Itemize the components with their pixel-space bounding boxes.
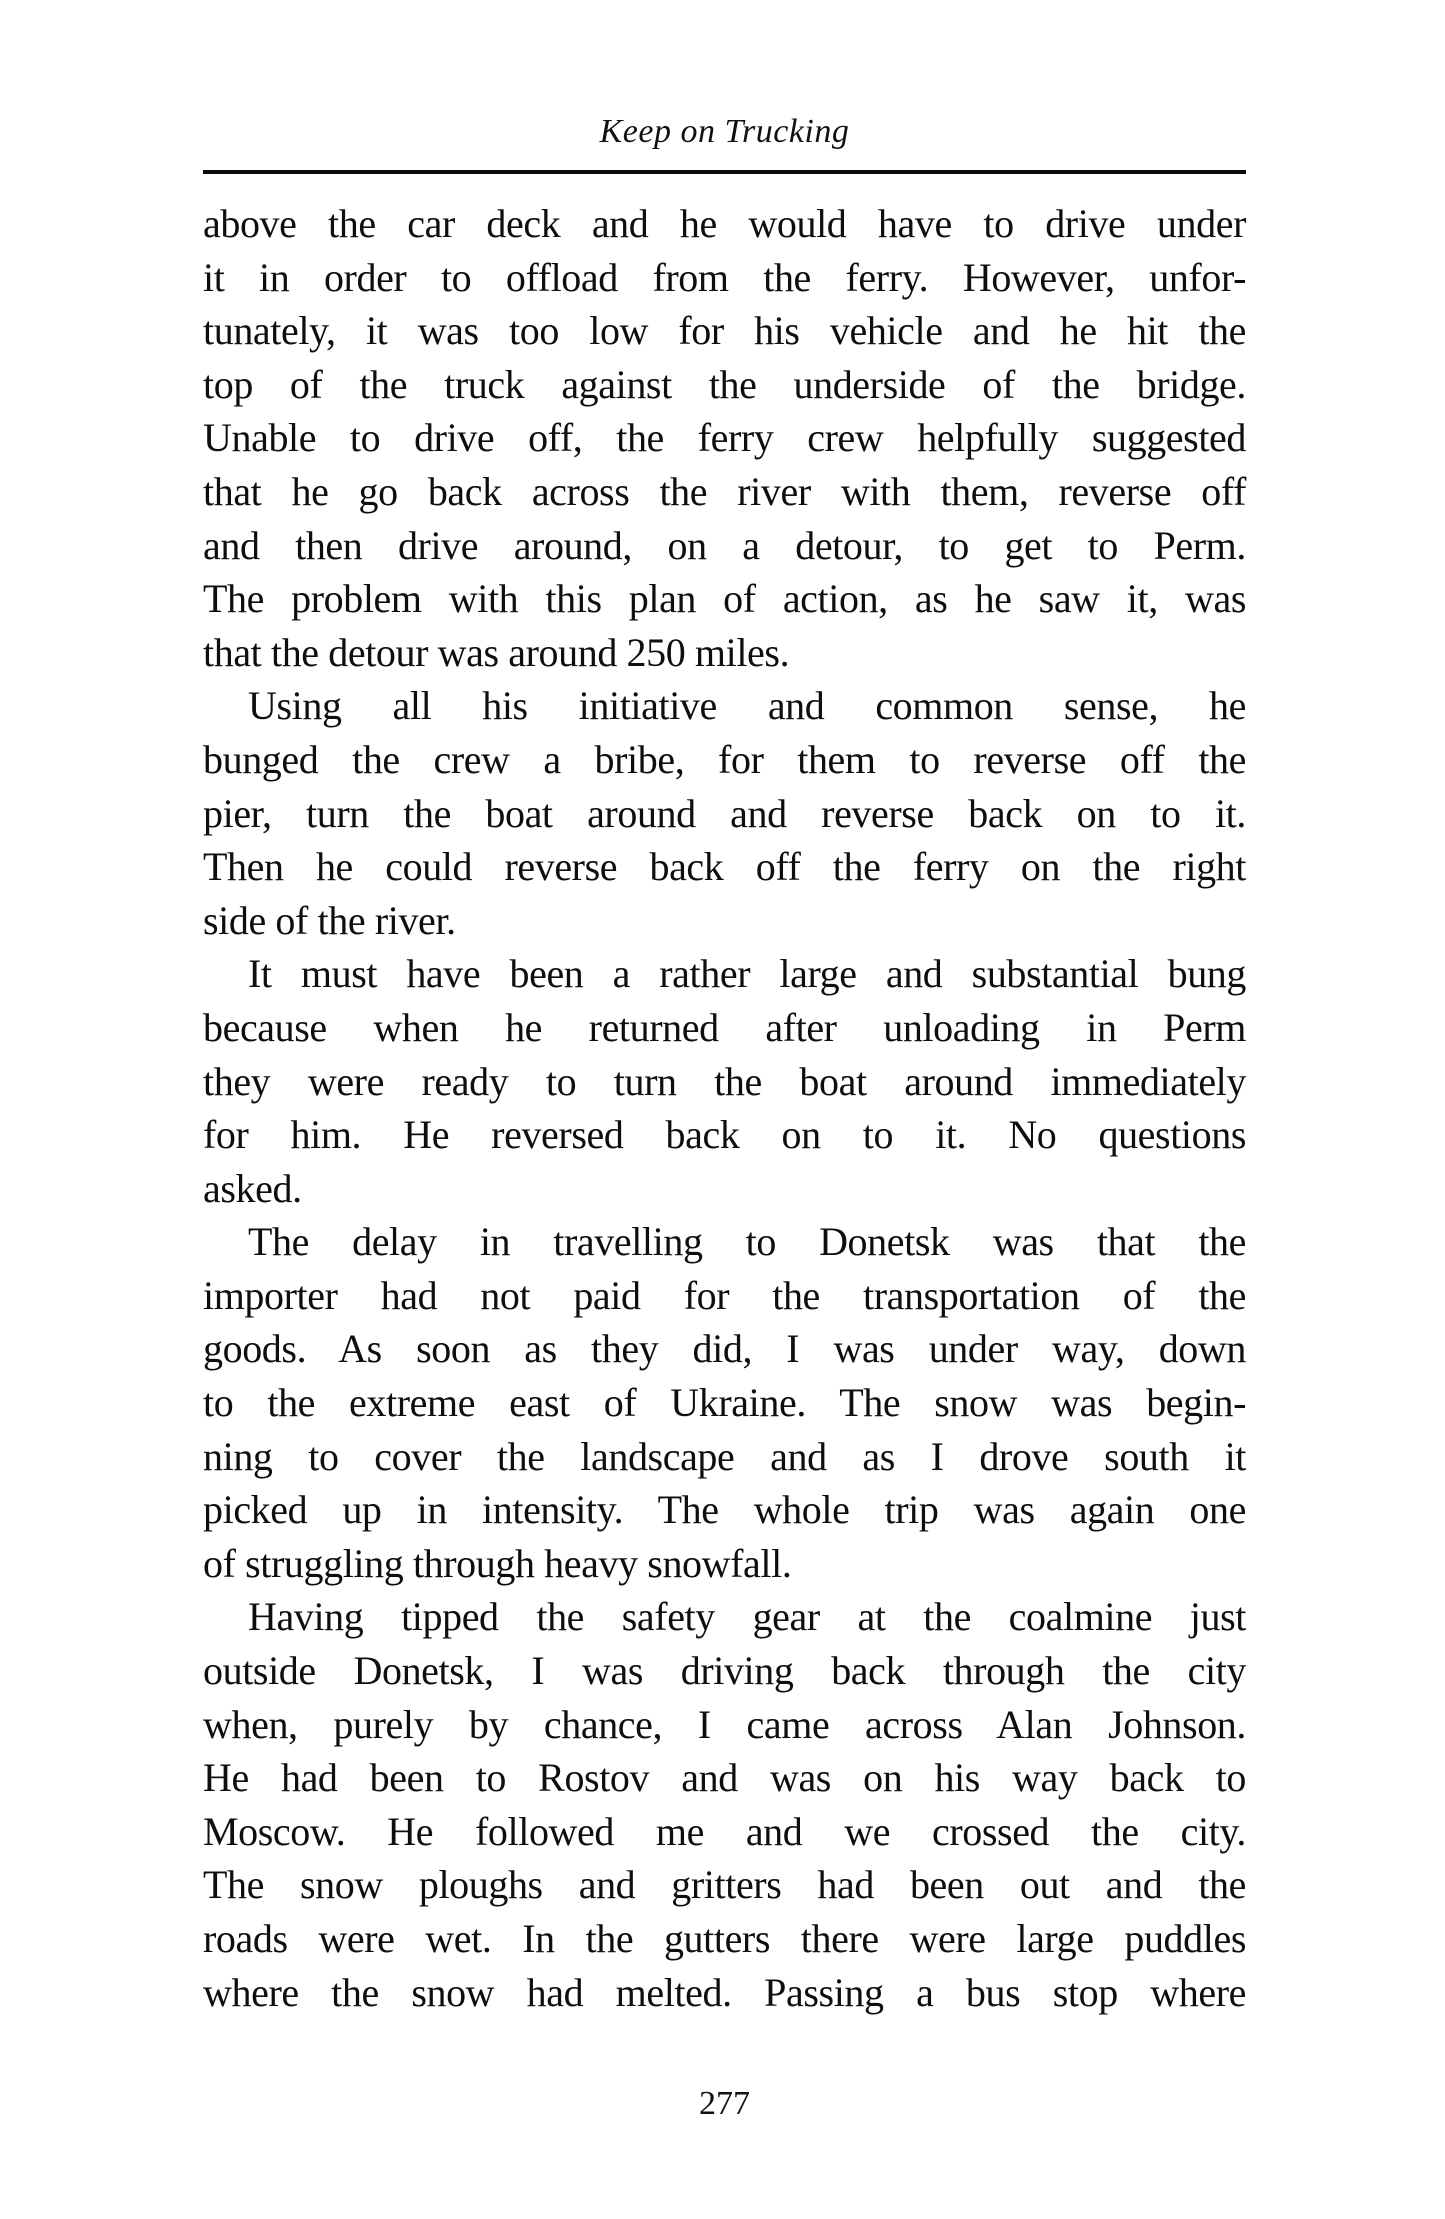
text-line: It must have been a rather large and substantial bung [248, 951, 1246, 997]
text-line: that he go back across the river with them, reverse off [203, 468, 1246, 514]
text-line: tunately, it was too low for his vehicle and he hit the [203, 308, 1246, 354]
paragraph [203, 1215, 1246, 1590]
paragraph [203, 679, 1246, 947]
text-line: they were ready to turn the boat around immediately [203, 1058, 1246, 1104]
text-line: bunged the crew a bribe, for them to reverse off the [203, 736, 1246, 782]
text-line: Moscow. He followed me and we crossed the city. [203, 1808, 1246, 1854]
text-line: side of the river. [203, 897, 456, 943]
text-line: Using all his initiative and common sense, he [248, 683, 1246, 729]
text-line: above the car deck and he would have to drive under [203, 201, 1246, 246]
text-line: The snow ploughs and gritters had been out and the [203, 1862, 1246, 1908]
text-line: Unable to drive off, the ferry crew helpfully suggested [203, 415, 1246, 461]
text-line: asked. [203, 1165, 302, 1211]
text-line: goods. As soon as they did, I was under way, down [203, 1326, 1246, 1372]
text-line: of struggling through heavy snowfall. [203, 1540, 792, 1586]
text-line: Then he could reverse back off the ferry on the right [203, 844, 1246, 890]
text-line: The problem with this plan of action, as he saw it, was [203, 576, 1246, 622]
text-line: for him. He reversed back on to it. No questions [203, 1112, 1246, 1158]
text-line: He had been to Rostov and was on his way back to [203, 1755, 1246, 1801]
text-line: outside Donetsk, I was driving back through the city [203, 1648, 1246, 1694]
text-line: importer had not paid for the transportation of the [203, 1272, 1246, 1318]
text-line: to the extreme east of Ukraine. The snow was begin- [203, 1380, 1246, 1426]
text-line: ning to cover the landscape and as I drove south it [203, 1433, 1246, 1479]
text-line: because when he returned after unloading in Perm [203, 1004, 1246, 1050]
text-line: top of the truck against the underside of the bridge. [203, 361, 1246, 407]
text-line: Having tipped the safety gear at the coalmine just [248, 1594, 1246, 1640]
text-line: The delay in travelling to Donetsk was that the [248, 1219, 1246, 1265]
running-head: Keep on Trucking [599, 113, 850, 150]
text-line: picked up in intensity. The whole trip was again one [203, 1487, 1246, 1533]
text-line: when, purely by chance, I came across Alan Johnson. [203, 1701, 1246, 1747]
text-line: where the snow had melted. Passing a bus stop where [203, 1969, 1246, 2015]
paragraph [203, 947, 1246, 1215]
page-number: 277 [699, 2085, 750, 2122]
text-line: and then drive around, on a detour, to get to Perm. [203, 522, 1246, 568]
header-rule [203, 170, 1246, 174]
paragraph [203, 197, 1246, 679]
text-line: it in order to offload from the ferry. However, unfor- [203, 254, 1246, 300]
text-line: roads were wet. In the gutters there were large puddles [203, 1916, 1246, 1961]
body-text [203, 197, 1246, 2019]
text-line: pier, turn the boat around and reverse back on to it. [203, 790, 1246, 836]
paragraph [203, 1590, 1246, 2019]
text-line: that the detour was around 250 miles. [203, 629, 790, 675]
